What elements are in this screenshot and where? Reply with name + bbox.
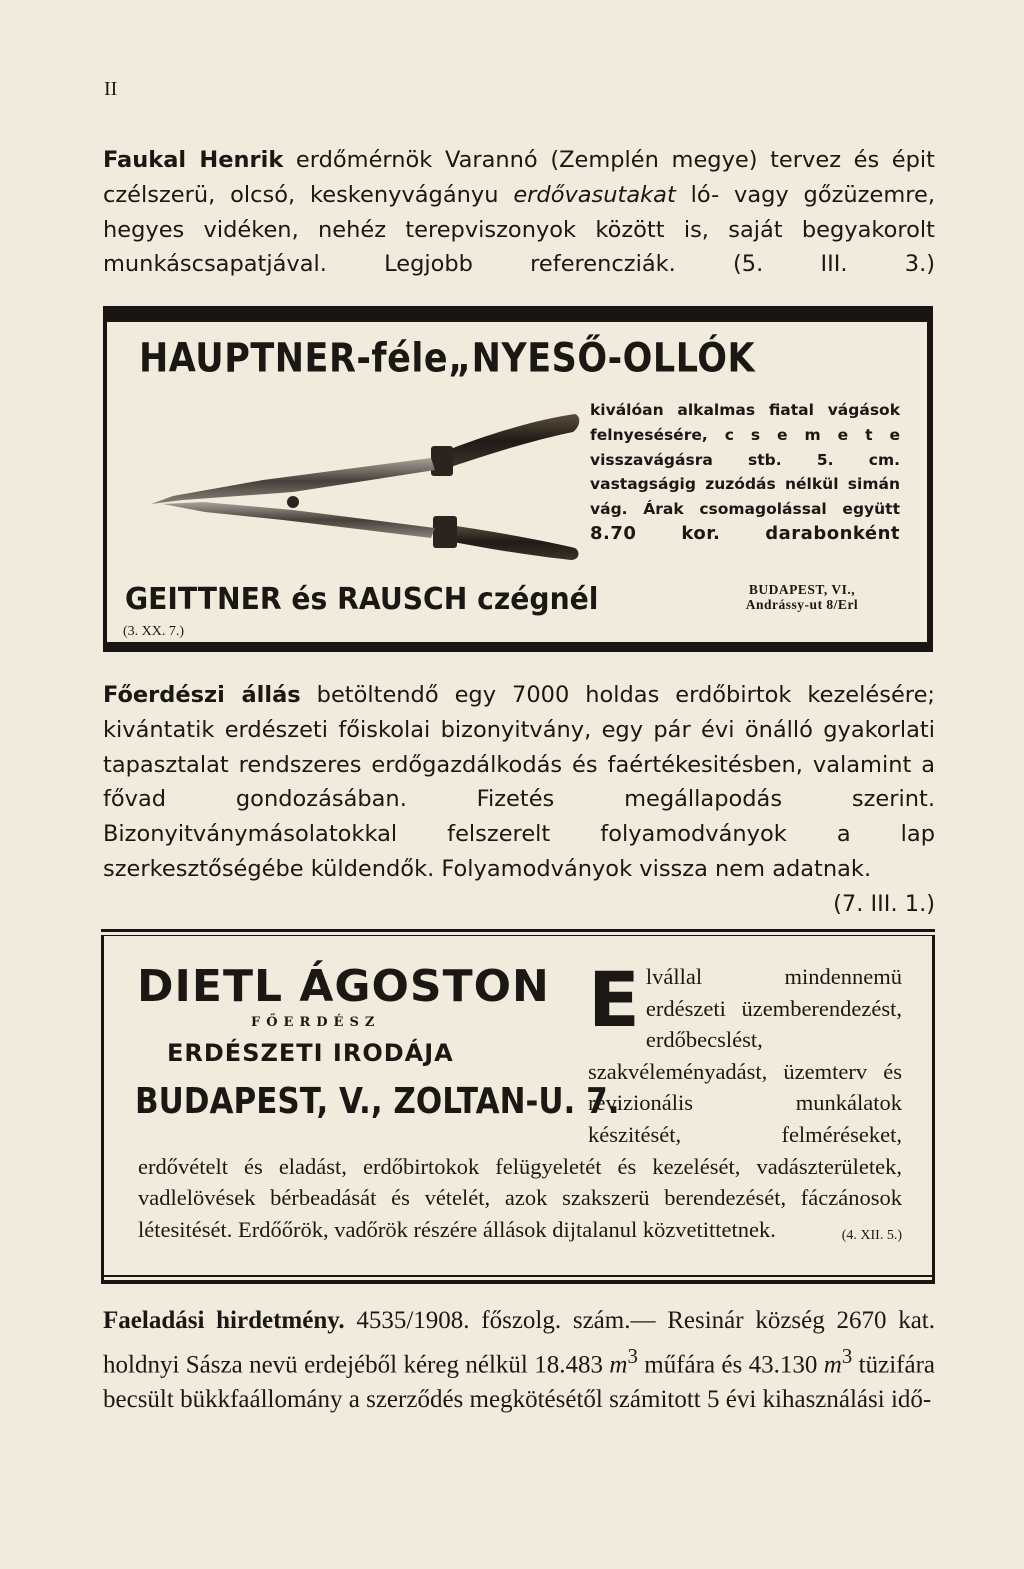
paragraph-text: erdőmérnök Varannó (Zemplén megye) tervez és épit czélszerü, olcsó, keskenyvágányu — [103, 147, 935, 208]
paragraph-text: betöltendő egy 7000 holdas erdőbirtok kezelésére; kivántatik erdészeti főiskolai bizonyitvány, egy pár évi önálló gyakorlati tapasztalat rendszeres erdőgazdálkodás és faértékesitésben, valamint a fővad gondozásában. Fizetés megállapodás szerint. Bizonyitványmásolatokkal felszerelt folyamodványok a lap szerkesztőségébe küldendők. Folyamodványok vissza nem adatnak. — [103, 682, 935, 882]
ad-border-bottom-thin — [101, 1275, 935, 1277]
paragraph-lead: Faukal Henrik — [103, 147, 284, 173]
ad-reference: (4. XII. 5.) — [841, 1227, 902, 1243]
ad-address-line1: BUDAPEST, VI., — [748, 582, 856, 597]
advertisement-hauptner — [103, 306, 933, 652]
ad-address — [697, 582, 907, 612]
paragraph-text: 4535/1908. főszolg. szám.— Resinár község 2670 kat. holdnyi Sásza nevü erdejéből kéreg nélkül 18.483 — [103, 1307, 936, 1378]
ad-border-left — [103, 322, 107, 642]
ad-address-line2: Andrássy-ut 8/Erl — [745, 597, 859, 612]
float-spacer — [138, 961, 588, 1146]
ad-office-address: BUDAPEST, V., ZOLTAN-U. 7. — [135, 1081, 620, 1123]
paragraph-reference: (7. III. 1.) — [833, 890, 935, 917]
ad-border-right — [927, 322, 933, 642]
ad-body — [138, 955, 902, 1251]
paragraph-foerdeszi — [103, 678, 935, 922]
ad-owner-title: FŐERDÉSZ — [251, 1015, 381, 1030]
unit-cubic-meter: m — [823, 1350, 842, 1378]
italic-term: erdővasutakat — [513, 181, 676, 208]
ad-border-top — [103, 306, 933, 322]
ad-border-top — [101, 929, 935, 932]
ad-border-bottom — [101, 1280, 935, 1284]
ad-border-right — [932, 935, 935, 1280]
ad-firm-name: GEITTNER és RAUSCH czégnél — [125, 582, 599, 617]
ad-body-text: lvállal mindennemü erdészeti üzemberendezést, erdőbecslést, szakvéleményadást, üzemterv és revizionális munkálatok készitését, felméréseket, erdővételt és eladást, erdőbirtokok felügyeletét és kezelését, vadászterületek, vadlelövések bérbeadását és vételét, azok szakszerü berendezését, fáczánosok létesitését. Erdőőrök, vadőrök részére állások dijtalanul közvetittetnek. — [138, 964, 902, 1242]
ad-border-left — [101, 935, 104, 1280]
paragraph-text: ló- vagy gőzüzemre, hegyes vidéken, nehéz terepviszonyok között is, saját begyakorolt munkáscsapatjával. Legjobb referencziák. (5. III. 3.) — [103, 181, 936, 278]
ad-border-bottom — [103, 642, 933, 652]
ad-description-text: kiválóan alkalmas fiatal vágások felnyesésére, c s e m e t e visszavágásra stb. 5. cm. vastagságig zuzódás nélkül simán vág. Árak csomagolással együtt — [590, 401, 900, 519]
ad-price: 8.70 kor. darabonként — [590, 522, 900, 544]
superscript: 3 — [841, 1343, 853, 1368]
paragraph-text: műfára és 43.130 — [637, 1350, 824, 1378]
paragraph-lead: Faeladási hirdetmény. — [103, 1307, 345, 1334]
paragraph-faeladasi — [103, 1304, 935, 1417]
pruning-shears-icon — [143, 406, 583, 566]
paragraph-lead: Főerdészi állás — [103, 682, 301, 708]
ad-reference: (3. XX. 7.) — [123, 624, 185, 639]
ad-description — [590, 398, 900, 547]
ad-owner-name: DIETL ÁGOSTON — [137, 961, 550, 1012]
ad-headline: HAUPTNER-féle„NYESŐ-OLLÓK — [139, 336, 756, 382]
drop-cap: E — [588, 955, 640, 1044]
paragraph-text: tüzifára becsült bükkfaállomány a szerződés megkötésétől számitott 5 évi kihasználási idő- — [103, 1350, 935, 1413]
ad-border-top-thin — [101, 935, 935, 936]
unit-cubic-meter: m — [609, 1350, 628, 1378]
advertisement-dietl — [101, 929, 935, 1284]
paragraph-faukal — [103, 143, 935, 282]
ad-office-name: ERDÉSZETI IRODÁJA — [167, 1039, 454, 1067]
superscript: 3 — [627, 1343, 638, 1368]
page-number: II — [104, 78, 118, 100]
